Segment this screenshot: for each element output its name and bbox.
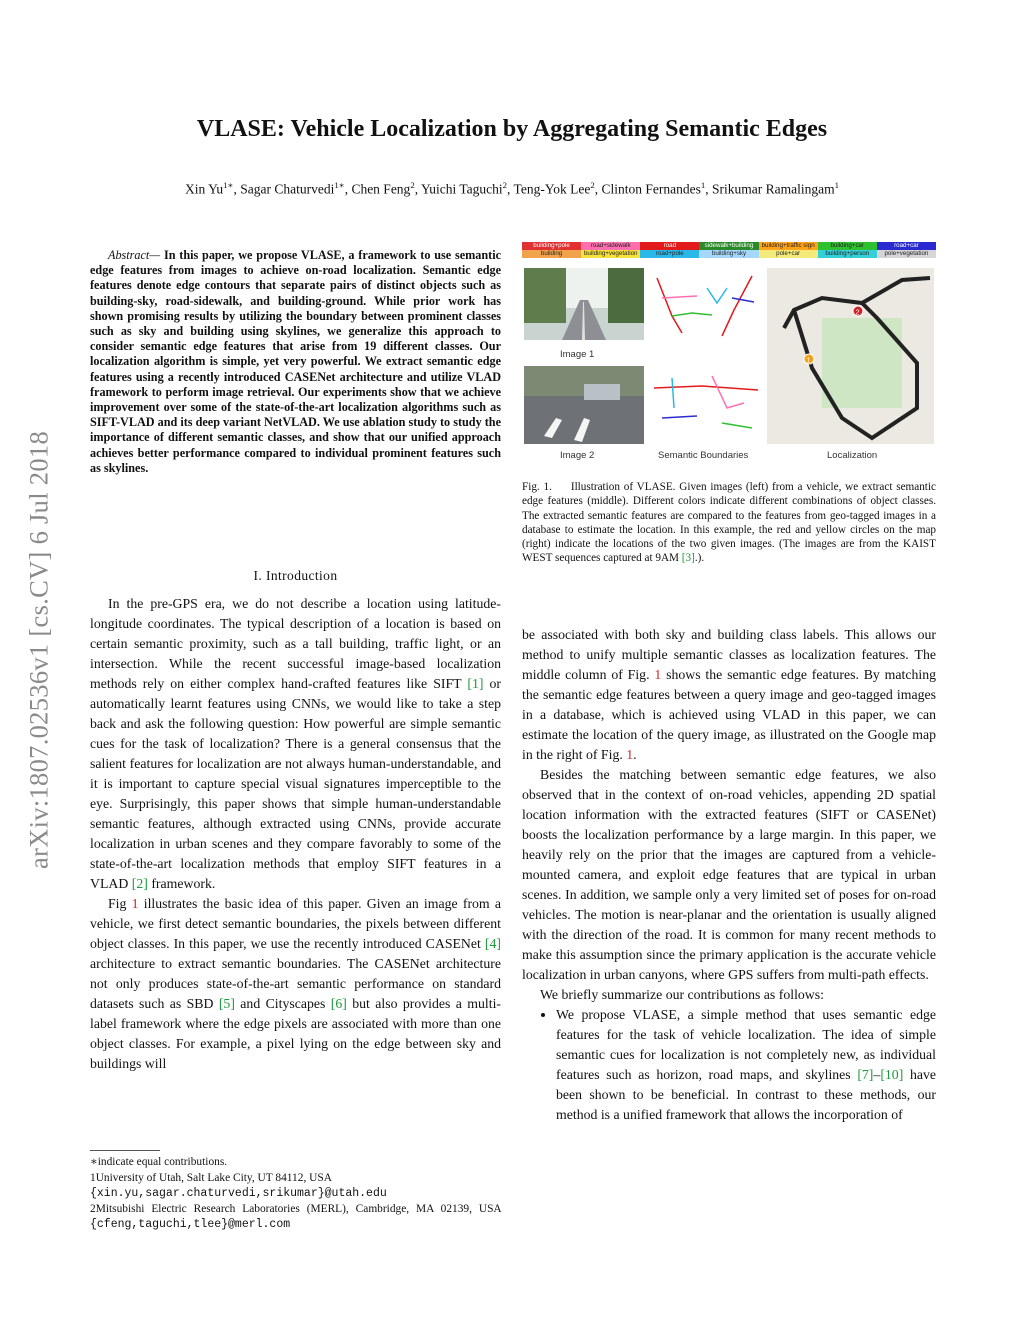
author: Clinton Fernandes xyxy=(601,181,701,197)
email: {cfeng,taguchi,tlee}@merl.com xyxy=(90,1218,291,1231)
figure-panels xyxy=(522,258,936,464)
footnote-equal: ∗indicate equal contributions. xyxy=(90,1156,228,1168)
legend-entry: building+vegetation xyxy=(581,250,640,258)
citation-link[interactable]: [1] xyxy=(467,676,484,691)
citation-link[interactable]: [7] xyxy=(857,1067,874,1082)
image-2-label: Image 2 xyxy=(560,450,595,461)
legend-entry: road+car xyxy=(877,242,936,250)
right-column xyxy=(522,625,936,1125)
citation-link[interactable]: [10] xyxy=(880,1067,904,1082)
figure-ref-link[interactable]: 1 xyxy=(654,667,662,682)
legend-entry: building+pole xyxy=(522,242,581,250)
legend-entry: building+sky xyxy=(699,250,758,258)
figure-caption: Fig. 1. Illustration of VLASE. Given images (left) from a vehicle, we extract semantic edge features (middle). Different colors indicate different combinations of object classes. The extracted semantic features are compared to the features from geo-tagged images in a database to estimate the location. In this example, the red and yellow circles on the map (right) indicate the locations of the two given images. (The images are from the KAIST WEST sequences captured at 9AM [3].). xyxy=(522,481,936,565)
legend-entry: road+pole xyxy=(640,250,699,258)
semantic-boundaries-2 xyxy=(650,366,760,444)
paper-title: VLASE: Vehicle Localization by Aggregating Semantic Edges xyxy=(196,116,828,142)
image-2-photo xyxy=(524,366,644,444)
intro-column xyxy=(90,594,501,1074)
image-1-photo xyxy=(524,268,644,340)
abstract-text: In this paper, we propose VLASE, a framework to use semantic edge features from images to achieve on-road localization. Semantic edge features denote edge contours that separate pairs of distinct objects such as building-sky, road-sidewalk, and building-ground. While prior work has shown promising results by utilizing the boundary between prominent classes such as sky and building using skylines, we generalize this approach to consider semantic edge features that arise from 19 different classes. Our localization algorithm is simple, yet very powerful. We extract semantic edge features using a recently introduced CASENet architecture and utilize VLAD framework to perform image retrieval. Our experiments show that we achieve improvement over some of the state-of-the-art localization algorithms such as SIFT-VLAD and its deep variant NetVLAD. We use ablation study to study the importance of different semantic classes, and show that our unified approach achieves better performance compared to individual prominent features such as skylines. xyxy=(90,248,502,475)
arxiv-identifier: arXiv:1807.02536v1 [cs.CV] 6 Jul 2018 xyxy=(23,430,54,870)
footnotes xyxy=(90,1150,501,1233)
citation-link[interactable]: [6] xyxy=(330,996,347,1011)
legend-entry: road xyxy=(640,242,699,250)
semantic-boundaries-label: Semantic Boundaries xyxy=(658,450,749,461)
localization-map xyxy=(767,268,934,444)
email: {xin.yu,sagar.chaturvedi,srikumar}@utah.edu xyxy=(90,1187,387,1200)
citation-link[interactable]: [3] xyxy=(681,552,695,565)
citation-link[interactable]: [2] xyxy=(131,876,148,891)
section-heading: I. Introduction xyxy=(253,568,338,583)
marker-1: 1 xyxy=(806,357,811,365)
footnote-rule xyxy=(90,1150,160,1151)
image-1-label: Image 1 xyxy=(560,349,595,360)
figure-ref-link[interactable]: 1 xyxy=(131,896,139,911)
footnote-affiliation-2: 2Mitsubishi Electric Research Laboratories (MERL), Cambridge, MA 02139, USA {cfeng,taguchi,tlee}@merl.com xyxy=(90,1202,501,1231)
figure-ref-link[interactable]: 1 xyxy=(626,747,634,762)
footnote-affiliation-1: 1University of Utah, Salt Lake City, UT 84112, USA {xin.yu,sagar.chaturvedi,srikumar}@utah.edu xyxy=(90,1171,387,1200)
right-paragraph-2: Besides the matching between semantic edge features, we also observed that in the context of on-road vehicles, appending 2D spatial location information with the extracted features (SIFT or CASENet) boosts the localization performance by a large margin. In this paper, we heavily rely on the prior that the images are captured from a vehicle-mounted camera, and exploit edge features that are typical in urban scenes. In addition, we sample only a very limited set of poses for on-road vehicles. The motion is near-planar and the orientation is usually aligned with the direction of the road. It is common for many recent methods to make this assumption since the primary application is the accurate vehicle localization in urban canyons, where GPS suffers from multi-path effects. xyxy=(522,767,936,982)
author: Chen Feng xyxy=(351,181,411,197)
author: Xin Yu xyxy=(185,181,224,197)
citation-link[interactable]: [5] xyxy=(218,996,235,1011)
legend-entry: road+sidewalk xyxy=(581,242,640,250)
legend-entry: pole+vegetation xyxy=(877,250,936,258)
citation-link[interactable]: [4] xyxy=(484,936,501,951)
abstract xyxy=(90,248,501,476)
author: Sagar Chaturvedi xyxy=(240,181,335,197)
marker-2: 2 xyxy=(855,309,860,317)
figure-legend xyxy=(522,242,936,258)
intro-paragraph-1: In the pre-GPS era, we do not describe a location using latitude-longitude coordinates. The typical description of a location is based on certain semantic proximity, such as a tall building, traffic light, or an intersection. While the recent successful image-based localization methods rely on either complex hand-crafted features like SIFT [1] or automatically learnt features using CNNs, we would like to take a step back and ask the following question: How powerful are simple semantic cues for the task of localization? There is a general consensus that the salient features for localization are not always human-understandable, and it is important to capture special visual signatures imperceptible to the eye. Surprisingly, this paper shows that simple human-understandable semantic features, although extracted using CNNs, provide accurate localization in urban scenes and they compare favorably to some of the state-of-the-art localization methods that employ SIFT features in a VLAD [2] framework. xyxy=(90,596,501,891)
contributions-list xyxy=(522,1005,936,1125)
legend-entry: building+person xyxy=(818,250,877,258)
intro-paragraph-2: Fig 1 illustrates the basic idea of this paper. Given an image from a vehicle, we first detect semantic boundaries, the pixels between different object classes. In this paper, we use the recently introduced CASENet [4] architecture to extract semantic boundaries. The CASENet architecture not only produces state-of-the-art semantic performance on standard datasets such as SBD [5] and Cityscapes [6] but also provides a multi-label framework where the edge pixels are associated with more than one object classes. For example, a pixel lying on the edge between sky and buildings will xyxy=(90,896,502,1071)
legend-entry: pole+car xyxy=(759,250,818,258)
legend-entry: building+car xyxy=(818,242,877,250)
author: Teng-Yok Lee xyxy=(513,181,591,197)
right-paragraph-1: be associated with both sky and building class labels. This allows our method to unify multiple semantic classes as localization features. The middle column of Fig. 1 shows the semantic edge features. By matching the semantic edge features between a query image and geo-tagged images in a database, which is achieved using VLAD in this paper, we can estimate the location of the query image, as illustrated on the Google map in the right of Fig. 1. xyxy=(522,627,936,762)
caption-prefix: Fig. 1. xyxy=(522,481,552,493)
author-list: Xin $Yu^{1∗}$, Sagar Chaturvedi$^{1∗}$, Chen Feng$^2$, Yuichi Taguchi$^2$, Teng-Yok Lee$^2$, Clinton Fernandes$^1$, Srikumar Ramalingam$^1$ xyxy=(185,180,839,197)
abstract-label: Abstract— xyxy=(108,248,161,262)
author: Yuichi Taguchi xyxy=(420,181,503,197)
semantic-boundaries-1 xyxy=(650,268,760,340)
figure-1 xyxy=(522,242,936,464)
localization-label: Localization xyxy=(827,450,878,461)
list-item: • We propose VLASE, a simple method that uses semantic edge features for the task of vehicle localization. The idea of simple semantic cues for localization is not completely new, as individual features such as horizon, road maps, and skylines [7]–[10] have been shown to be beneficial. In contrast to these methods, our method is a unified framework that allows the incorporation of xyxy=(556,1005,936,1125)
right-paragraph-3: We briefly summarize our contributions as follows: xyxy=(540,987,824,1002)
legend-entry: sidewalk+building xyxy=(699,242,758,250)
author: Srikumar Ramalingam xyxy=(711,181,835,197)
legend-entry: building xyxy=(522,250,581,258)
legend-entry: building+traffic sign xyxy=(759,242,818,250)
